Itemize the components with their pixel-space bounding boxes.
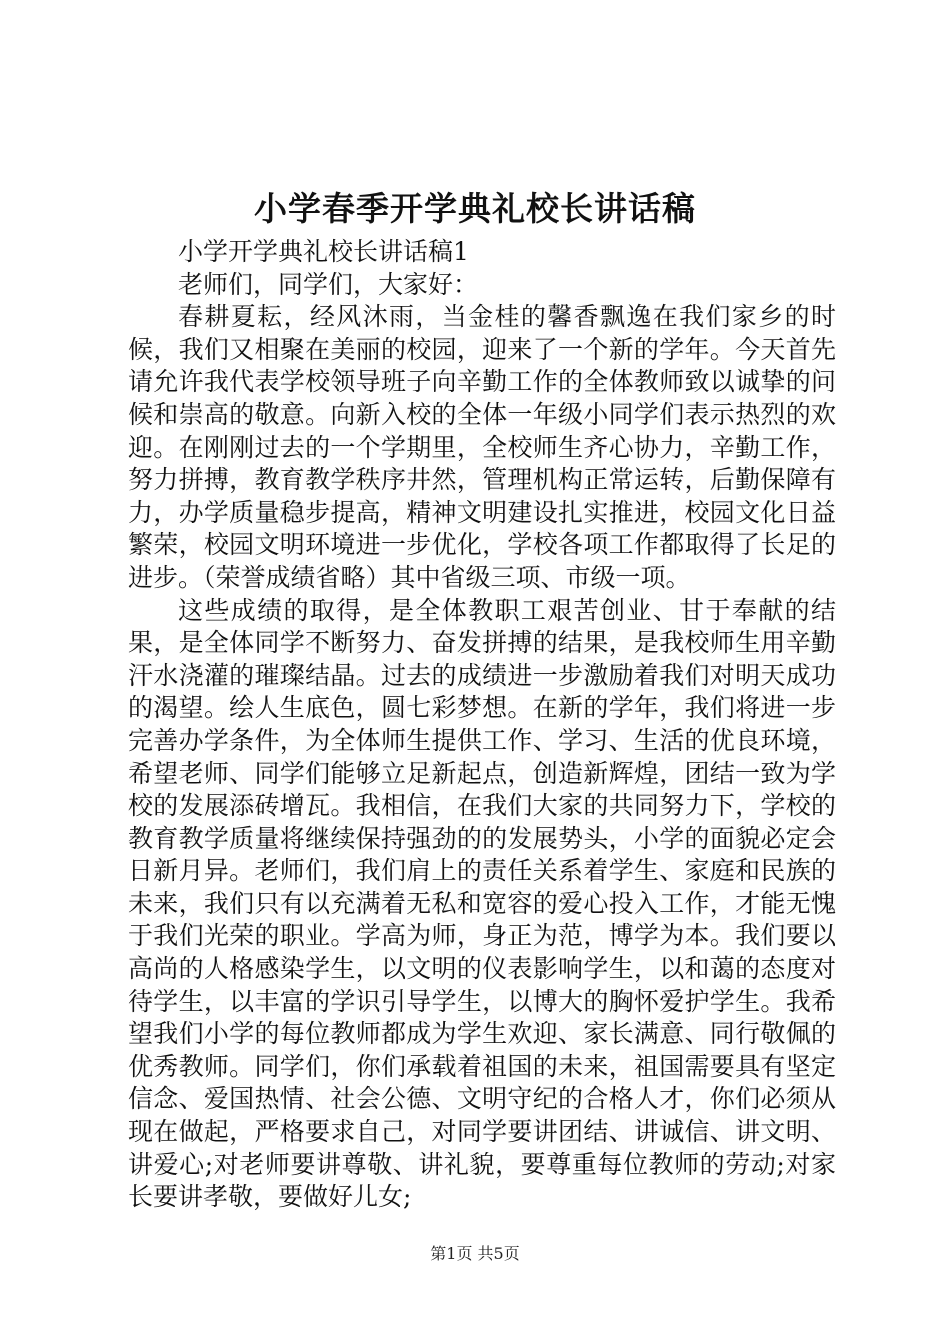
body-paragraph: 春耕夏耘，经风沐雨，当金桂的馨香飘逸在我们家乡的时候，我们又相聚在美丽的校园，迎来了一个新的学年。今天首先请允许我代表学校领导班子向辛勤工作的全体教师致以诚挚的问候和崇高的敬意。向新入校的全体一年级小同学们表示热烈的欢迎。在刚刚过去的一个学期里，全校师生齐心协力，辛勤工作，努力拼搏，教育教学秩序井然，管理机构正常运转，后勤保障有力，办学质量稳步提高，精神文明建设扎实推进，校园文化日益繁荣，校园文明环境进一步优化，学校各项工作都取得了长足的进步。（荣誉成绩省略）其中省级三项、市级一项。 (128, 302, 836, 592)
greeting-line: 老师们，同学们，大家好： (178, 269, 479, 299)
body-paragraph: 这些成绩的取得，是全体教职工艰苦创业、甘于奉献的结果，是全体同学不断努力、奋发拼搏的结果，是我校师生用辛勤汗水浇灌的璀璨结晶。过去的成绩进一步激励着我们对明天成功的渴望。绘人生底色，圆七彩梦想。在新的学年，我们将进一步完善办学条件，为全体师生提供工作、学习、生活的优良环境，希望老师、同学们能够立足新起点，创造新辉煌，团结一致为学校的发展添砖增瓦。我相信，在我们大家的共同努力下，学校的教育教学质量将继续保持强劲的的发展势头，小学的面貌必定会日新月异。老师们，我们肩上的责任关系着学生、家庭和民族的未来，我们只有以充满着无私和宽容的爱心投入工作，才能无愧于我们光荣的职业。学高为师，身正为范，博学为本。我们要以高尚的人格感染学生，以文明的仪表影响学生，以和蔼的态度对待学生，以丰富的学识引导学生，以博大的胸怀爱护学生。我希望我们小学的每位教师都成为学生欢迎、家长满意、同行敬佩的优秀教师。同学们，你们承载着祖国的未来，祖国需要具有坚定信念、爱国热情、社会公德、文明守纪的合格人才，你们必须从现在做起，严格要求自己，对同学要讲团结、讲诚信、讲文明、讲爱心;对老师要讲尊敬、讲礼貌，要尊重每位教师的劳动;对家长要讲孝敬，要做好儿女; (128, 595, 836, 1212)
document-body (128, 236, 836, 1214)
document-title: 小学春季开学典礼校长讲话稿 (254, 189, 696, 228)
page-number-footer: 第1页 共5页 (430, 1244, 520, 1263)
document-subtitle: 小学开学典礼校长讲话稿1 (178, 237, 469, 266)
